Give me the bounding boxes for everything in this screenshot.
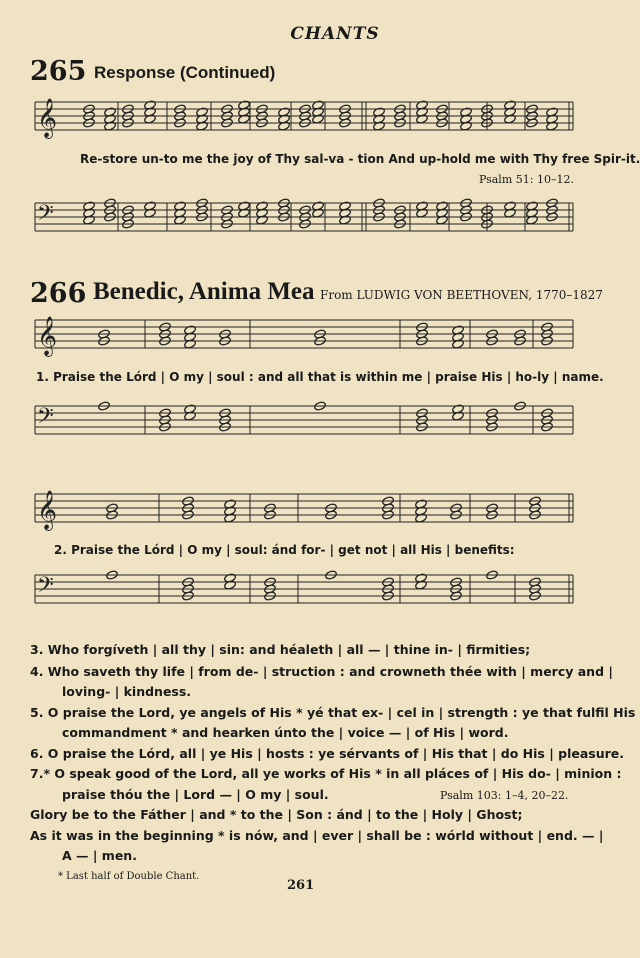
stanza-line: loving- | kindness. xyxy=(62,684,192,699)
stanza-line: 7.* O speak good of the Lord, all ye works of His * in all pláces of | His do- | minion : xyxy=(30,766,622,781)
chant-number-266: 266 xyxy=(30,278,87,309)
footnote: * Last half of Double Chant. xyxy=(58,871,200,882)
svg-text:𝄢: 𝄢 xyxy=(37,404,54,434)
svg-text:𝄞: 𝄞 xyxy=(37,490,58,530)
running-head: CHANTS xyxy=(290,24,380,44)
chant-number-265: 265 xyxy=(30,56,87,87)
stanza-line: A — | men. xyxy=(62,848,137,863)
verse-1-text: 1. Praise the Lórd | O my | soul : and all that is within me | praise His | ho-ly | name. xyxy=(36,370,604,384)
stanza-reference: Psalm 103: 1–4, 20–22. xyxy=(440,789,569,802)
stanza-line: 3. Who forgíveth | all thy | sin: and héaleth | all — | thine in- | firmities; xyxy=(30,642,531,657)
svg-text:𝄢: 𝄢 xyxy=(37,573,54,603)
stanza-line: commandment * and hearken únto the | voice — | of His | word. xyxy=(62,725,509,740)
stanza-line: As it was in the beginning * is nów, and | ever | shall be : wórld without | end. — | xyxy=(30,828,604,843)
chant-265-title: Response (Continued) xyxy=(94,63,276,82)
chant-265-reference: Psalm 51: 10–12. xyxy=(479,173,574,186)
chant-266-attribution: From LUDWIG VON BEETHOVEN, 1770–1827 xyxy=(320,288,603,302)
svg-text:𝄞: 𝄞 xyxy=(37,316,58,356)
svg-text:𝄞: 𝄞 xyxy=(37,98,58,138)
chant-265-lyrics: Re-store un-to me the joy of Thy sal-va - tion And up-hold me with Thy free Spir-it. xyxy=(80,152,640,166)
chant-266-title: Benedic, Anima Mea xyxy=(93,278,315,305)
svg-text:𝄢: 𝄢 xyxy=(37,201,54,231)
verse-2-text: 2. Praise the Lórd | O my | soul: ánd for- | get not | all His | benefits: xyxy=(54,543,515,557)
stanza-line: 5. O praise the Lord, ye angels of His * yé that ex- | cel in | strength : ye that fulfil His xyxy=(30,705,636,720)
page-number: 261 xyxy=(287,878,315,893)
stanza-line: praise thóu the | Lord — | O my | soul. xyxy=(62,787,329,802)
stanza-line: Glory be to the Fáther | and * to the | Son : ánd | to the | Holy | Ghost; xyxy=(30,807,523,822)
stanza-line: 6. O praise the Lórd, all | ye His | hosts : ye sérvants of | His that | do His | pleasure. xyxy=(30,746,625,761)
stanza-line: 4. Who saveth thy life | from de- | struction : and crowneth thée with | mercy and | xyxy=(30,664,613,679)
